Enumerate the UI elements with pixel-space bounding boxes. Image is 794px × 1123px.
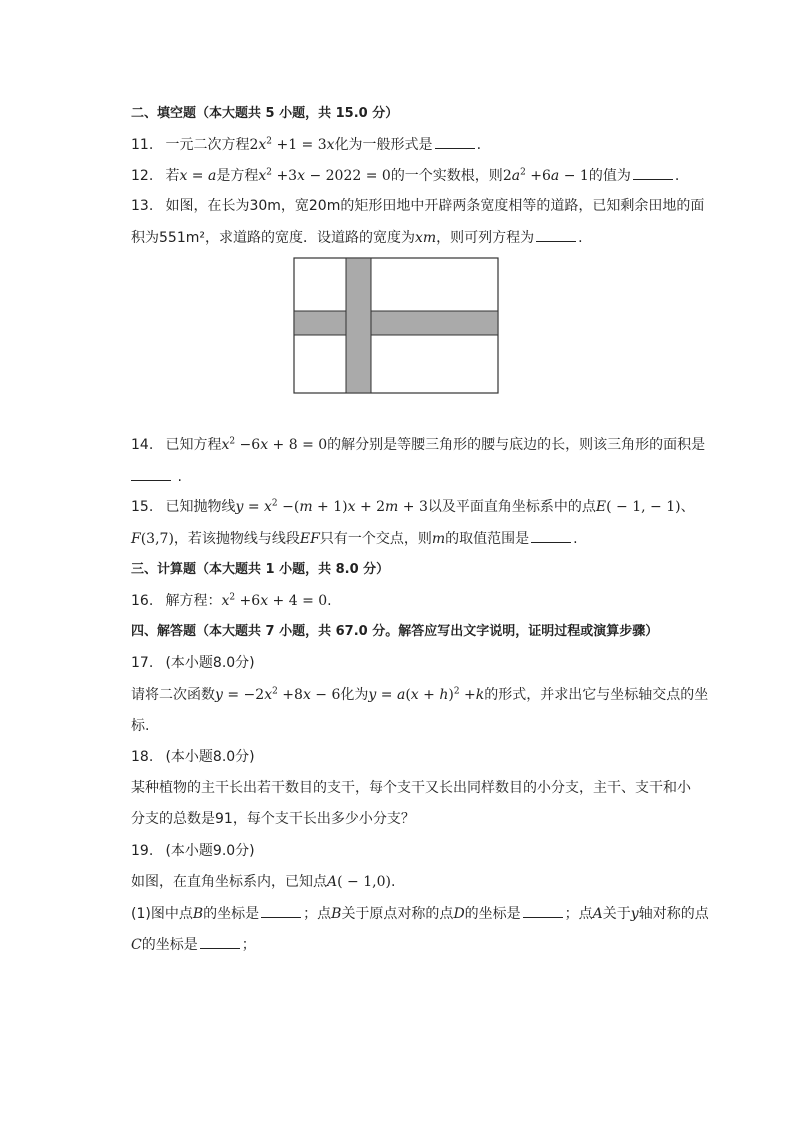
equation: $x^2 +3x - 2022 = 0$	[258, 167, 391, 184]
answer-blank	[435, 134, 475, 149]
question-number: 18.	[131, 749, 154, 765]
question-12: 12. 若x = a是方程$x^2 +3x - 2022 = 0$的一个实数根，则$2a^2 +6a - 1$的值为 .	[131, 165, 679, 186]
question-18-line-1: 某种植物的主干长出若干数目的支干，每个支干又长出同样数目的小分支，主干、支干和小	[131, 780, 691, 796]
question-17-line-1: 请将二次函数$y = -2x^2 +8x - 6$化为$y = a(x + h)^2 +k$的形式，并求出它与坐标轴交点的坐	[131, 686, 709, 703]
question-number: 13.	[131, 198, 154, 214]
question-13-line-1: 13. 如图，在长为30m，宽20m的矩形田地中开辟两条宽度相等的道路，已知剩余田地的面	[131, 198, 705, 214]
equation: $x^2 -6x + 8 = 0$	[221, 436, 328, 453]
section-calc-heading: 三、计算题（本大题共 1 小题，共 8.0 分）	[131, 562, 390, 577]
question-number: 17.	[131, 655, 154, 671]
equation: $x^2 +6x + 4 = 0$	[221, 592, 328, 609]
question-14-line-2: .	[131, 466, 182, 487]
section-answer-heading: 四、解答题（本大题共 7 小题，共 67.0 分。解答应写出文字说明，证明过程或演算步骤）	[131, 624, 659, 639]
vertex-form: $y = a(x + h)^2 +k$	[368, 686, 485, 703]
section-fill-in-heading: 二、填空题（本大题共 5 小题，共 15.0 分）	[131, 106, 399, 121]
question-17-header	[131, 653, 255, 673]
question-19-line-2: (1)图中点B的坐标是 ；点B关于原点对称的点D的坐标是 ；点A关于y轴对称的点	[131, 903, 709, 924]
answer-blank	[633, 165, 673, 180]
question-score: (本小题8.0分)	[165, 655, 255, 671]
answer-blank	[200, 934, 240, 949]
answer-blank	[131, 466, 171, 481]
question-score: (本小题8.0分)	[165, 749, 255, 765]
question-19-line-1: 如图，在直角坐标系内，已知点A( − 1,0).	[131, 874, 396, 890]
question-score: (本小题9.0分)	[165, 843, 255, 859]
field-road-diagram	[293, 257, 501, 395]
question-16: 16. 解方程：$x^2 +6x + 4 = 0$.	[131, 592, 332, 609]
question-11: 11. 一元二次方程$2x^2 +1 = 3x$化为一般形式是 .	[131, 134, 481, 155]
question-14-line-1: 14. 已知方程$x^2 -6x + 8 = 0$的解分别是等腰三角形的腰与底边的长，则该三角形的面积是	[131, 436, 706, 453]
parabola-equation: $y = x^2 -(m + 1)x + 2m + 3$	[235, 498, 428, 515]
horizontal-road	[294, 311, 498, 335]
question-19-line-3: C的坐标是 ；	[131, 934, 256, 955]
question-15-line-1: 15. 已知抛物线$y = x^2 -(m + 1)x + 2m + 3$以及平面直角坐标系中的点E( − 1, − 1)、	[131, 498, 695, 515]
answer-blank	[523, 903, 563, 918]
question-13-line-2: 积为551m²，求道路的宽度．设道路的宽度为xm，则可列方程为 .	[131, 227, 583, 248]
question-number: 15.	[131, 499, 154, 515]
question-number: 19.	[131, 843, 154, 859]
quadratic-function: $y = -2x^2 +8x - 6$	[215, 686, 341, 703]
answer-blank	[536, 227, 576, 242]
vertical-road	[346, 258, 371, 393]
answer-blank	[261, 903, 301, 918]
question-18-header	[131, 747, 255, 767]
question-19-header	[131, 841, 255, 861]
question-number: 14.	[131, 437, 154, 453]
question-number: 11.	[131, 137, 154, 153]
question-18-line-2: 分支的总数是91，每个支干长出多少小分支？	[131, 811, 415, 827]
answer-blank	[531, 528, 571, 543]
question-15-line-2: F(3,7)，若该抛物线与线段EF只有一个交点，则m的取值范围是 .	[131, 528, 578, 549]
question-17-line-2: 标.	[131, 718, 150, 734]
question-number: 12.	[131, 168, 154, 184]
equation: $2x^2 +1 = 3x$	[249, 136, 335, 153]
question-number: 16.	[131, 593, 154, 609]
